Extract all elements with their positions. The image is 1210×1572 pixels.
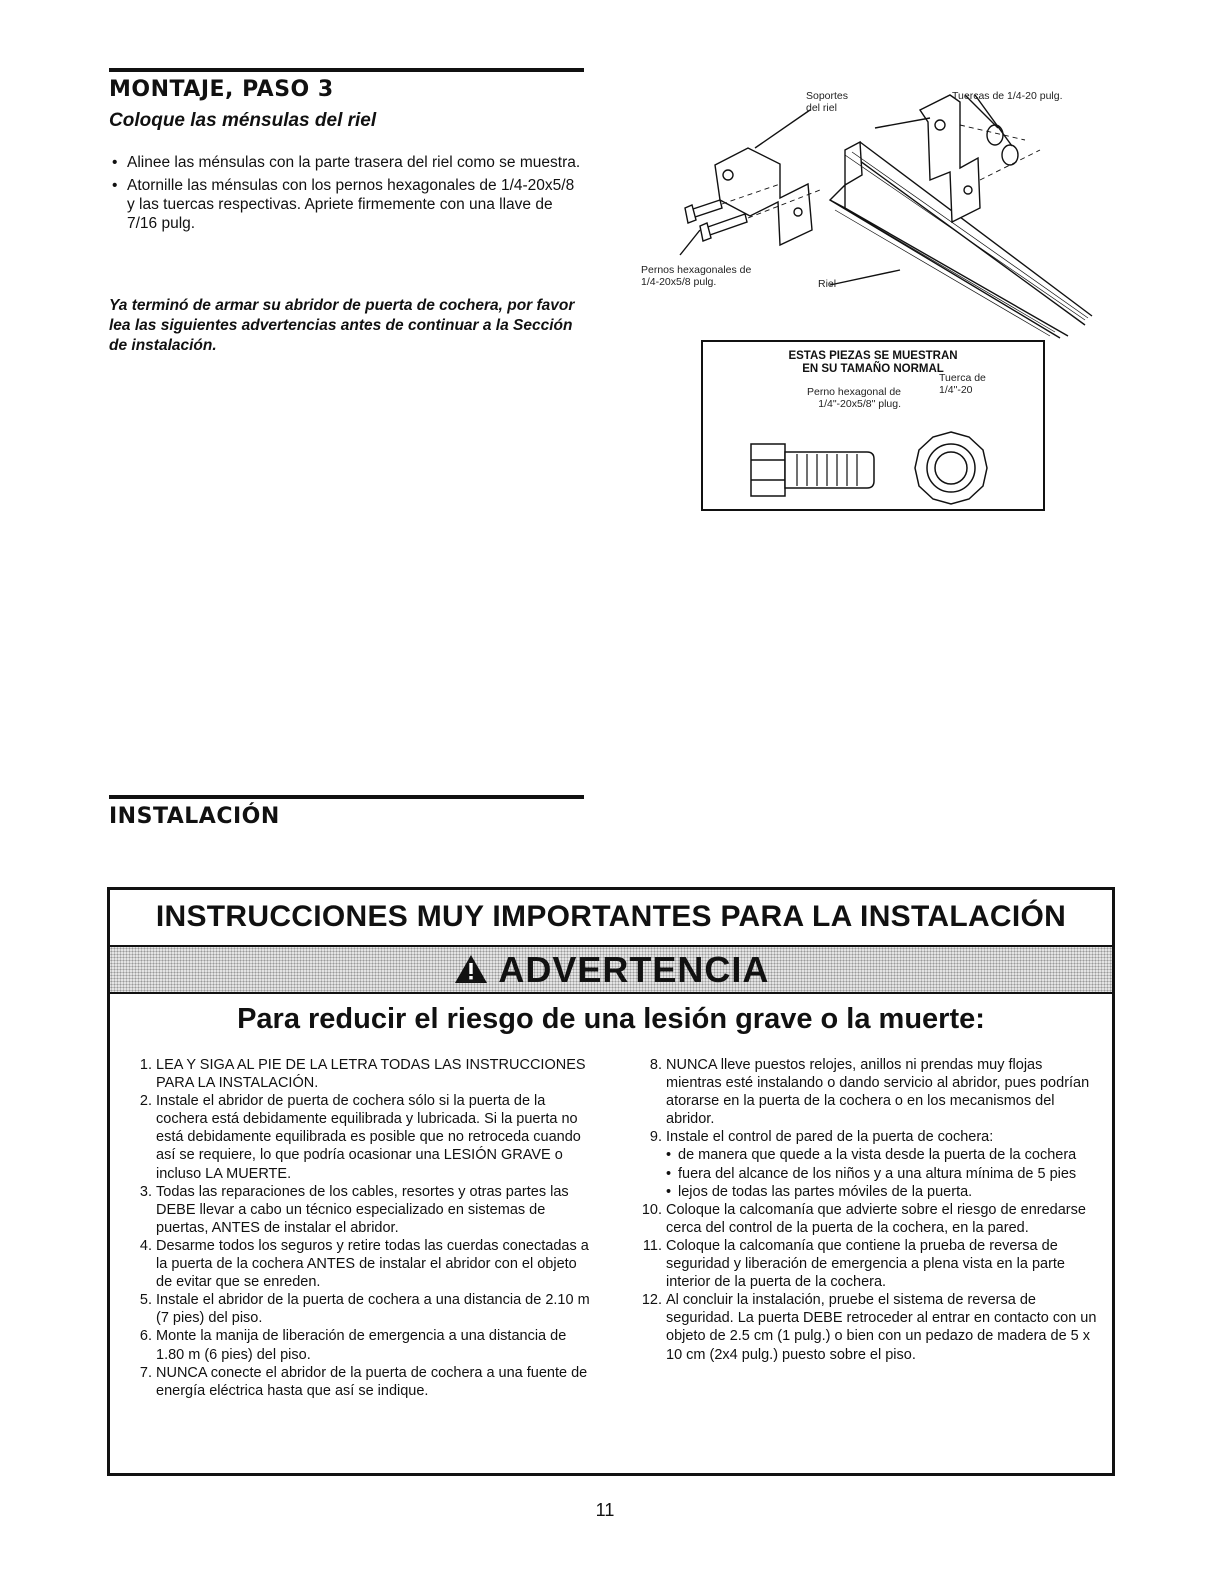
montaje-rule	[109, 68, 584, 72]
parts-heading-line2: EN SU TAMAÑO NORMAL	[802, 363, 944, 375]
rule-item: 7. NUNCA conecte el abridor de la puerta de cochera a una fuente de energía eléctrica hasta que así se indique.	[139, 1364, 588, 1399]
warning-signal-word: ADVERTENCIA	[498, 949, 770, 990]
parts-heading-line1: ESTAS PIEZAS SE MUESTRAN	[788, 350, 958, 362]
hex-bolt-drawing	[749, 438, 879, 500]
rule-item: 4. Desarme todos los seguros y retire todas las cuerdas conectadas a la puerta de la cochera ANTES de instalar el abridor con el objeto de evitar que se enreden.	[139, 1237, 589, 1291]
rule-item: 11. Coloque la calcomanía que contiene la prueba de reversa de seguridad y liberación de emergencia a plena vista en la parte interior de la puerta de la cochera.	[642, 1237, 1065, 1291]
montaje-step: • Alinee las ménsulas con la parte trasera del riel como se muestra.	[109, 153, 584, 172]
label-soportes: Soportes del riel	[806, 90, 849, 114]
montaje-steps	[109, 153, 584, 237]
rule-item: 1. LEA Y SIGA AL PIE DE LA LETRA TODAS LAS INSTRUCCIONES PARA LA INSTALACIÓN.	[139, 1057, 586, 1092]
montaje-subtitle: Coloque las ménsulas del riel	[109, 110, 377, 131]
rule-item: 9. Instale el control de pared de la puerta de cochera: • de manera que quede a la vista desde la puerta de la cochera • fuera del alcance de los niños y a una altura mínima de 5 pies • lejos de todas las partes móviles de la puerta.	[630, 1128, 1100, 1200]
warning-title: INSTRUCCIONES MUY IMPORTANTES PARA LA INSTALACIÓN	[155, 900, 1067, 933]
warning-subtitle: Para reducir el riesgo de una lesión grave o la muerte:	[237, 1003, 985, 1035]
rule-item: 8. NUNCA lleve puestos relojes, anillos ni prendas muy flojas mientras esté instalando o dando servicio al abridor, pues podrían atorarse en la puerta de la cochera o en los mecanismos del abridor.	[649, 1057, 1090, 1128]
important-instructions-box	[107, 887, 1115, 1476]
instalacion-title: INSTALACIÓN	[109, 804, 280, 829]
warning-triangle-icon	[453, 953, 489, 985]
page-number: 11	[595, 1500, 615, 1520]
bolt-label: Perno hexagonal de 1/4"-20x5/8" plug.	[807, 386, 901, 410]
rule-sub-bullet: • fuera del alcance de los niños y a una altura mínima de 5 pies	[666, 1165, 1100, 1183]
label-pernos: Pernos hexagonales de 1/4-20x5/8 pulg.	[641, 264, 752, 288]
rule-sub-bullet: • de manera que quede a la vista desde la puerta de la cochera	[666, 1146, 1100, 1164]
montaje-closing-note: Ya terminó de armar su abridor de puerta de cochera, por favor lea las siguientes advertencias antes de continuar a la Sección de instalación.	[109, 297, 575, 354]
parts-actual-size-box	[701, 340, 1045, 511]
warning-signal	[110, 949, 1112, 991]
lock-nut-drawing	[911, 428, 991, 508]
rule-item: 10. Coloque la calcomanía que advierte sobre el riesgo de enredarse cerca del control de la puerta de la cochera, en la pared.	[641, 1201, 1086, 1236]
warning-band	[110, 945, 1112, 994]
rules-right-column	[630, 1056, 1100, 1364]
nut-label: Tuerca de 1/4"-20	[939, 372, 986, 396]
montaje-step: • Atornille las ménsulas con los pernos hexagonales de 1/4-20x5/8 y las tuercas respectivas. Apriete firmemente con una llave de 7/16 pulg.	[109, 176, 584, 233]
instalacion-rule	[109, 795, 584, 799]
rule-item: 3. Todas las reparaciones de los cables, resortes y otras partes las DEBE llevar a cabo un técnico especializado en sistemas de puertas, ANTES de instalar el abridor.	[139, 1183, 569, 1236]
rail-bracket-illustration	[630, 80, 1100, 340]
rule-item: 6. Monte la manija de liberación de emergencia a una distancia de 1.80 m (6 pies) del piso.	[139, 1328, 567, 1363]
rule-item: 2. Instale el abridor de puerta de cochera sólo si la puerta de la cochera está debidamente equilibrada y lubricada. Si la puerta no está debidamente equilibrada es posible que no retroceda cuando así se requiere, lo que podría ocasionar una LESIÓN GRAVE o incluso LA MUERTE.	[139, 1093, 581, 1182]
label-riel: Riel	[818, 278, 837, 290]
label-tuercas: Tuercas de 1/4-20 pulg.	[952, 90, 1063, 102]
parts-box-heading	[703, 350, 1043, 376]
rule-item: 5. Instale el abridor de la puerta de cochera a una distancia de 2.10 m (7 pies) del piso.	[139, 1292, 590, 1327]
rule-sub-bullet: • lejos de todas las partes móviles de la puerta.	[666, 1183, 1100, 1201]
rules-left-column	[120, 1056, 590, 1400]
montaje-title: MONTAJE, PASO 3	[109, 77, 334, 102]
rule-item: 12. Al concluir la instalación, pruebe el sistema de reversa de seguridad. La puerta DEBE retroceder al entrar en contacto con un objeto de 2.5 cm (1 pulg.) o bien con un pedazo de madera de 5 x 10 cm (2x4 pulg.) puesto sobre el piso.	[641, 1292, 1097, 1363]
